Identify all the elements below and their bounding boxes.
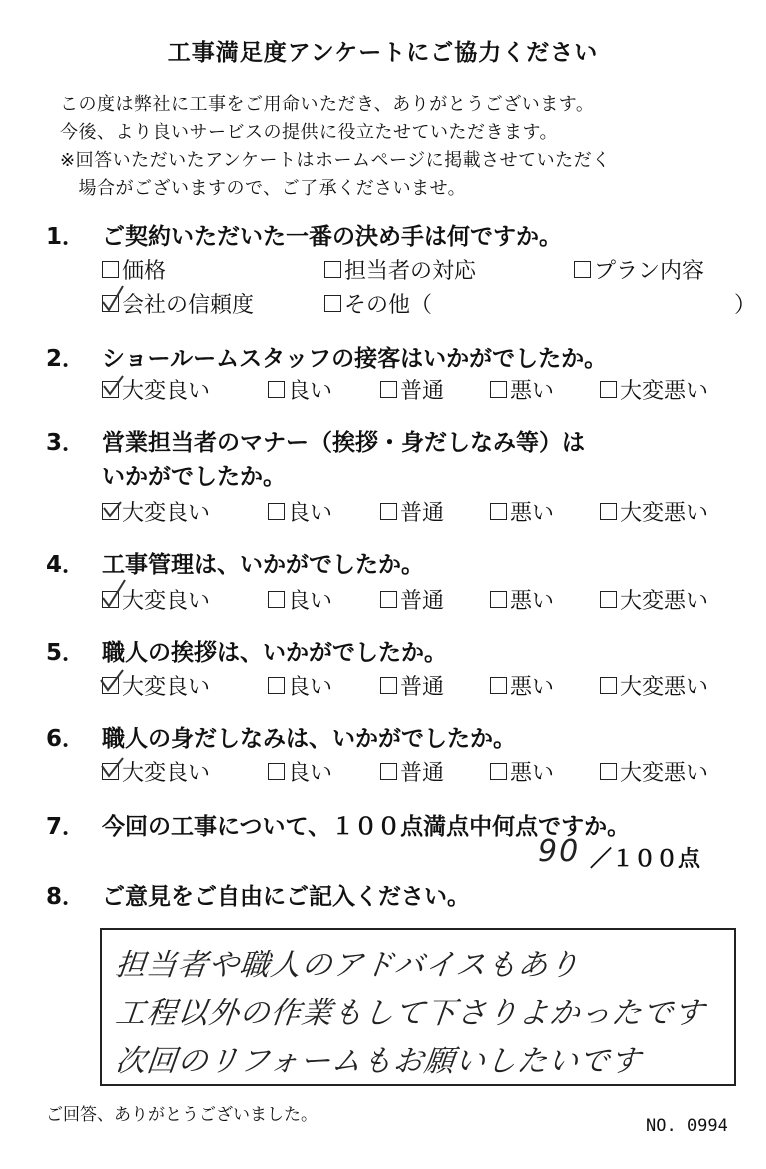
checkbox[interactable] — [380, 763, 397, 780]
q3-option-very-good[interactable]: 大変良い — [102, 496, 210, 527]
checkbox[interactable] — [490, 503, 507, 520]
comment-box[interactable] — [100, 928, 736, 1086]
checkbox[interactable] — [324, 295, 341, 312]
comment-line: 担当者や職人のアドバイスもあり — [113, 948, 582, 983]
option-other[interactable]: その他（ — [324, 288, 432, 319]
footer-thanks: ご回答、ありがとうございました。 — [46, 1105, 318, 1125]
comment-line: 次回のリフォームもお願いしたいです — [113, 1044, 643, 1079]
checkbox-checked[interactable] — [102, 295, 119, 312]
question-text: 今回の工事について、１００点満点中何点ですか。 — [102, 814, 631, 840]
q6-option-very-good[interactable]: 大変良い — [102, 756, 210, 787]
checkbox[interactable] — [268, 763, 285, 780]
question-1 — [46, 218, 562, 251]
q5-option-normal[interactable]: 普通 — [380, 670, 444, 701]
q5-option-bad[interactable]: 悪い — [490, 670, 554, 701]
q2-option-normal[interactable]: 普通 — [380, 374, 444, 405]
intro-line: ※回答いただいたアンケートはホームページに掲載させていただく — [60, 150, 611, 171]
question-text: 営業担当者のマナー（挨拶・身だしなみ等）は — [102, 430, 585, 456]
checkbox[interactable] — [490, 591, 507, 608]
q4-option-very-bad[interactable]: 大変悪い — [600, 584, 708, 615]
question-text: 職人の身だしなみは、いかがでしたか。 — [102, 726, 516, 752]
q2-option-very-good[interactable]: 大変良い — [102, 374, 210, 405]
question-text: 職人の挨拶は、いかがでしたか。 — [102, 640, 447, 666]
score-suffix: ／１００点 — [590, 847, 701, 872]
question-text-cont: いかがでしたか。 — [102, 464, 286, 490]
other-close-paren: ） — [734, 293, 757, 318]
serial-number: NO. 0994 — [646, 1116, 728, 1136]
q5-option-very-bad[interactable]: 大変悪い — [600, 670, 708, 701]
check-mark-icon — [101, 752, 125, 782]
checkbox[interactable] — [490, 677, 507, 694]
question-4: 4． 工事管理は、いかがでしたか。 — [46, 552, 424, 578]
checkbox[interactable] — [324, 261, 341, 278]
question-3: 3． 営業担当者のマナー（挨拶・身だしなみ等）は — [46, 430, 585, 456]
checkbox[interactable] — [490, 763, 507, 780]
check-mark-icon — [101, 666, 125, 696]
question-text: 工事管理は、いかがでしたか。 — [102, 552, 424, 578]
check-mark-icon — [101, 370, 125, 400]
checkbox[interactable] — [380, 381, 397, 398]
checkbox[interactable] — [268, 591, 285, 608]
q2-option-good[interactable]: 良い — [268, 374, 332, 405]
score-handwritten[interactable]: 90 — [538, 834, 581, 869]
q2-option-very-bad[interactable]: 大変悪い — [600, 374, 708, 405]
intro-line: 場合がございますので、ご了承くださいませ。 — [60, 178, 467, 199]
q6-option-bad[interactable]: 悪い — [490, 756, 554, 787]
q6-option-good[interactable]: 良い — [268, 756, 332, 787]
comment-line: 工程以外の作業もして下さりよかったです — [113, 996, 707, 1031]
q3-option-very-bad[interactable]: 大変悪い — [600, 496, 708, 527]
intro-line: 今後、より良いサービスの提供に役立たせていただきます。 — [60, 122, 559, 143]
q3-option-bad[interactable]: 悪い — [490, 496, 554, 527]
q5-option-good[interactable]: 良い — [268, 670, 332, 701]
q3-option-good[interactable]: 良い — [268, 496, 332, 527]
question-7: 7． 今回の工事について、１００点満点中何点ですか。 — [46, 814, 631, 840]
checkbox[interactable] — [102, 261, 119, 278]
checkbox-checked[interactable] — [102, 381, 119, 398]
checkbox[interactable] — [574, 261, 591, 278]
checkbox[interactable] — [600, 763, 617, 780]
check-mark-icon — [101, 580, 125, 610]
question-2: 2． ショールームスタッフの接客はいかがでしたか。 — [46, 346, 608, 372]
option-price[interactable]: 価格 — [102, 254, 166, 285]
q4-option-bad[interactable]: 悪い — [490, 584, 554, 615]
checkbox[interactable] — [600, 381, 617, 398]
check-mark-icon — [101, 284, 125, 314]
q6-option-very-bad[interactable]: 大変悪い — [600, 756, 708, 787]
checkbox[interactable] — [600, 677, 617, 694]
question-text: ご契約いただいた一番の決め手は何ですか。 — [102, 224, 562, 250]
checkbox-checked[interactable] — [102, 677, 119, 694]
checkbox[interactable] — [268, 503, 285, 520]
check-mark-icon — [101, 492, 125, 522]
survey-title: 工事満足度アンケートにご協力ください — [167, 40, 599, 66]
checkbox[interactable] — [490, 381, 507, 398]
question-6: 6． 職人の身だしなみは、いかがでしたか。 — [46, 726, 516, 752]
q4-option-normal[interactable]: 普通 — [380, 584, 444, 615]
q4-option-good[interactable]: 良い — [268, 584, 332, 615]
q2-option-bad[interactable]: 悪い — [490, 374, 554, 405]
checkbox[interactable] — [380, 503, 397, 520]
checkbox[interactable] — [268, 381, 285, 398]
checkbox[interactable] — [600, 503, 617, 520]
question-text: ご意見をご自由にご記入ください。 — [102, 884, 470, 910]
question-5: 5． 職人の挨拶は、いかがでしたか。 — [46, 640, 447, 666]
q6-option-normal[interactable]: 普通 — [380, 756, 444, 787]
q4-option-very-good[interactable]: 大変良い — [102, 584, 210, 615]
checkbox-checked[interactable] — [102, 763, 119, 780]
question-text: ショールームスタッフの接客はいかがでしたか。 — [102, 346, 608, 372]
checkbox[interactable] — [268, 677, 285, 694]
checkbox[interactable] — [380, 677, 397, 694]
checkbox-checked[interactable] — [102, 591, 119, 608]
question-number: 1． — [46, 224, 86, 250]
checkbox[interactable] — [600, 591, 617, 608]
checkbox[interactable] — [380, 591, 397, 608]
intro-line: この度は弊社に工事をご用命いただき、ありがとうございます。 — [60, 94, 595, 115]
q5-option-very-good[interactable]: 大変良い — [102, 670, 210, 701]
checkbox-checked[interactable] — [102, 503, 119, 520]
question-8: 8． ご意見をご自由にご記入ください。 — [46, 884, 470, 910]
option-staff-response[interactable]: 担当者の対応 — [324, 254, 476, 285]
option-plan-content[interactable]: プラン内容 — [574, 254, 704, 285]
q3-option-normal[interactable]: 普通 — [380, 496, 444, 527]
option-company-trust[interactable]: 会社の信頼度 — [102, 288, 254, 319]
